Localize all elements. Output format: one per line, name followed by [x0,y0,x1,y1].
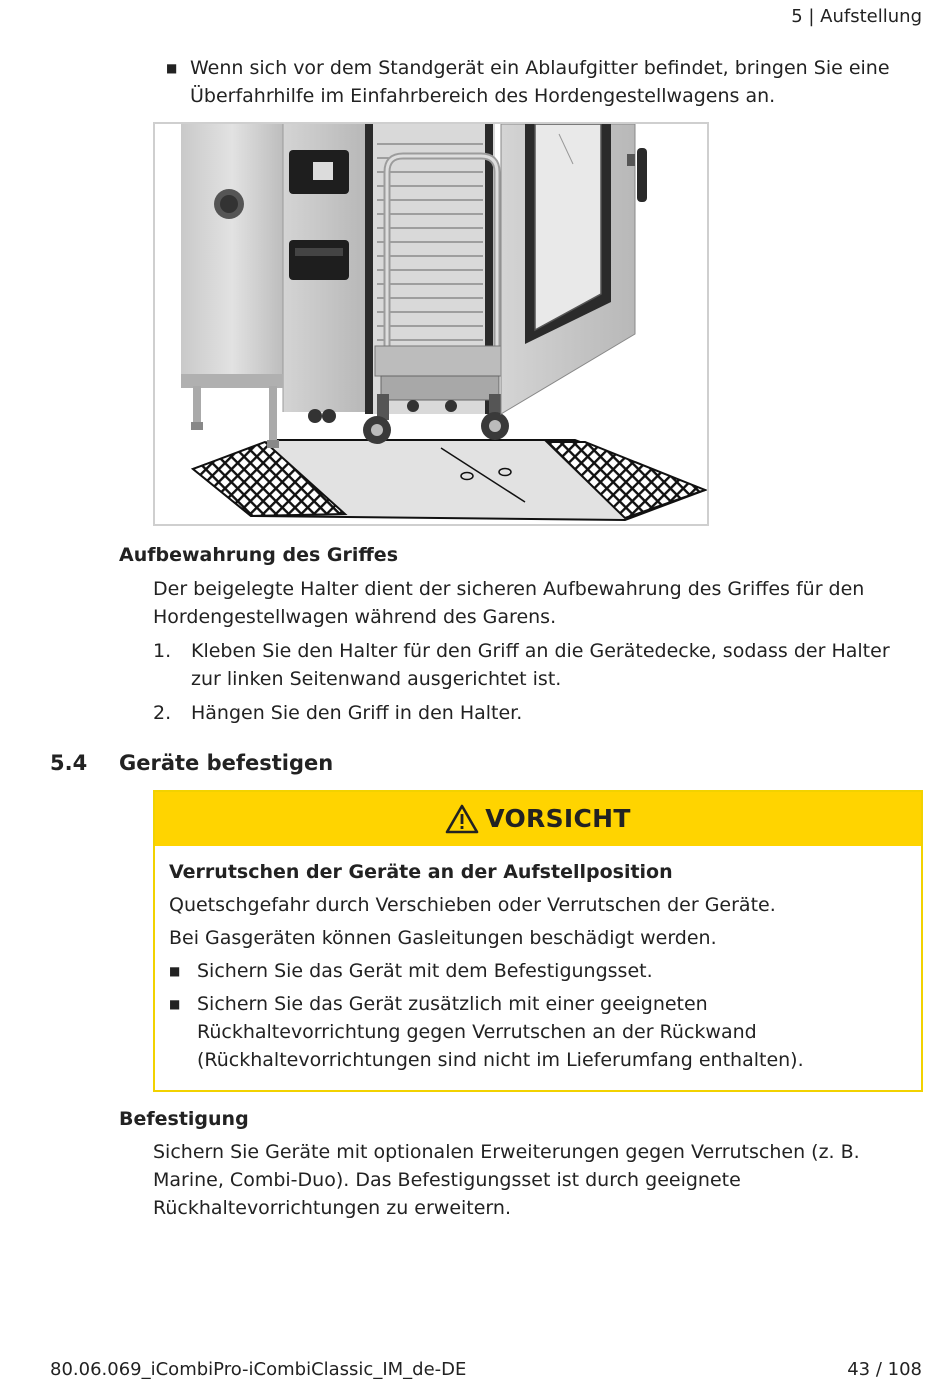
caution-bullet-text: Sichern Sie das Gerät zusätzlich mit einer geeigneten Rückhaltevorrichtung gegen Verrutschen an der Rückwand (Rückhaltevorrichtungen sind nicht im Lieferumfang enthalten). [197,993,804,1071]
caution-bullet [169,957,907,985]
intro-bullet [166,54,906,110]
section-number: 5.4 [50,751,88,775]
illustration-svg [155,124,707,524]
caution-line-1: Quetschgefahr durch Verschieben oder Verrutschen der Geräte. [169,894,776,916]
floor-drain-grate [193,440,705,520]
step-2 [153,699,923,727]
caution-line-2: Bei Gasgeräten können Gasleitungen beschädigt werden. [169,927,717,949]
caution-body [155,846,921,1074]
storage-heading: Aufbewahrung des Griffes [119,544,398,566]
fastening-heading: Befestigung [119,1108,249,1130]
running-header: 5 | Aufstellung [791,6,922,27]
footer-document-id: 80.06.069_iCombiPro-iCombiClassic_IM_de-DE [50,1359,467,1380]
oven-door [501,124,647,414]
storage-paragraph: Der beigelegte Halter dient der sicheren Aufbewahrung des Griffes für den Hordengestellwagen während des Garens. [153,578,865,628]
caution-label: VORSICHT [485,804,631,833]
caution-subheading: Verrutschen der Geräte an der Aufstellposition [169,861,673,883]
bullet-icon: ■ [166,61,178,75]
fastening-paragraph: Sichern Sie Geräte mit optionalen Erweiterungen gegen Verrutschen (z. B. Marine, Combi-Duo). Das Befestigungsset ist durch geeignete Rückhaltevorrichtungen zu erweitern. [153,1141,860,1219]
step-text: Hängen Sie den Griff in den Halter. [191,702,523,724]
step-number: 1. [153,640,172,662]
caution-bullet [169,990,907,1074]
oven-body [181,124,365,448]
oven-trolley-illustration [153,122,709,526]
caution-bullet-text: Sichern Sie das Gerät mit dem Befestigungsset. [197,960,653,982]
intro-bullet-text: Wenn sich vor dem Standgerät ein Ablaufgitter befindet, bringen Sie eine Überfahrhilfe im Einfahrbereich des Hordengestellwagens an. [190,57,890,107]
step-number: 2. [153,702,172,724]
warning-triangle-icon [445,804,479,834]
footer-page-number: 43 / 108 [847,1359,922,1380]
bullet-icon: ■ [169,997,181,1011]
caution-box [153,790,923,1092]
section-title: Geräte befestigen [119,751,334,775]
step-text: Kleben Sie den Halter für den Griff an die Gerätedecke, sodass der Halter zur linken Seitenwand ausgerichtet ist. [191,640,890,690]
step-1 [153,637,923,693]
caution-header [155,792,921,846]
bullet-icon: ■ [169,964,181,978]
